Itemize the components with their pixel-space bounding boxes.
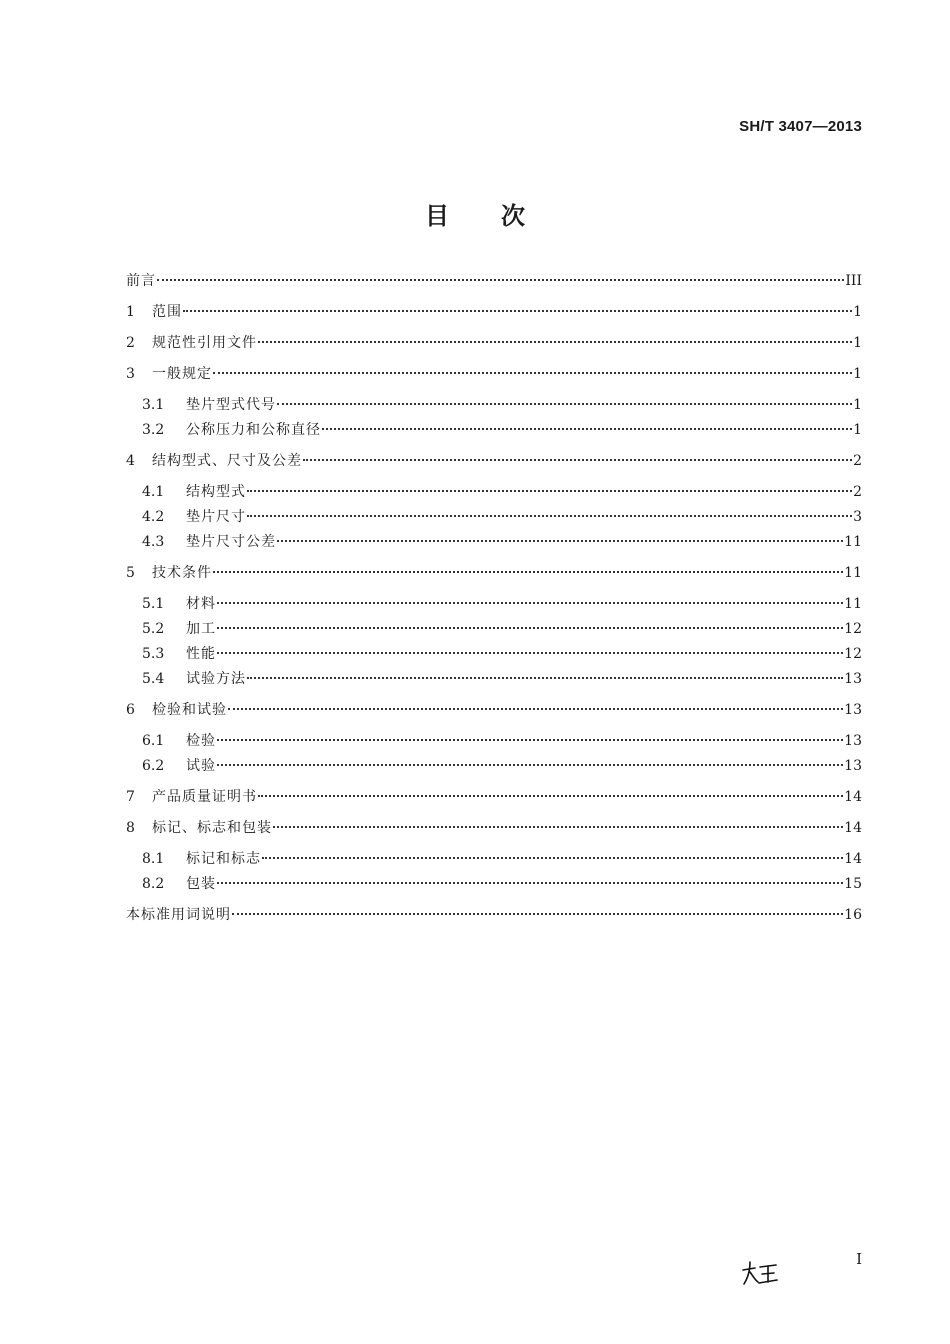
toc-entry-number: 5 xyxy=(126,565,135,581)
toc-entry-number: 5.2 xyxy=(142,621,165,637)
toc-entry xyxy=(142,394,862,416)
toc-entry-page: 16 xyxy=(844,907,862,923)
toc-entry-number: 2 xyxy=(126,335,135,351)
dot-leader xyxy=(183,310,852,312)
toc-entry-page: 14 xyxy=(844,851,862,867)
toc-entry-number: 3 xyxy=(126,366,135,382)
toc-title-char-1: 目 xyxy=(425,202,449,230)
toc-entry-number: 6.2 xyxy=(142,758,165,774)
toc-entry-number: 7 xyxy=(126,789,135,805)
toc-entry-number: 4.1 xyxy=(142,484,165,500)
dot-leader xyxy=(273,826,843,828)
toc-entry-label: 结构型式、尺寸及公差 xyxy=(152,453,302,469)
toc-entry xyxy=(126,786,862,808)
toc-entry xyxy=(142,730,862,752)
toc-entry-number: 4.2 xyxy=(142,509,165,525)
toc-entry xyxy=(126,699,862,721)
toc-entry xyxy=(142,506,862,528)
toc-entry-page: 14 xyxy=(844,789,862,805)
toc-entry-page: 1 xyxy=(853,335,862,351)
toc-entry-page: 14 xyxy=(844,820,862,836)
dot-leader xyxy=(277,403,852,405)
toc-entry-number: 8.1 xyxy=(142,851,165,867)
toc-entry-page: 12 xyxy=(844,646,862,662)
toc-entry-label: 垫片尺寸公差 xyxy=(186,534,276,550)
toc-entry xyxy=(126,363,862,385)
toc-entry-page: 11 xyxy=(844,534,862,550)
toc-entry-number: 8 xyxy=(126,820,135,836)
dot-leader xyxy=(217,627,843,629)
toc-entry-page: 1 xyxy=(853,397,862,413)
toc-entry-page: 11 xyxy=(844,565,862,581)
standard-code: SH/T 3407—2013 xyxy=(739,118,862,135)
toc-entry-number: 3.1 xyxy=(142,397,165,413)
dot-leader xyxy=(322,428,852,430)
toc-entry xyxy=(142,593,862,615)
toc-entry-label: 标记、标志和包装 xyxy=(152,820,272,836)
dot-leader xyxy=(217,764,843,766)
toc-entry xyxy=(142,419,862,441)
toc-entry-label: 一般规定 xyxy=(152,366,212,382)
dot-leader xyxy=(277,540,843,542)
toc-entry-label: 本标准用词说明 xyxy=(126,907,231,923)
toc-entry xyxy=(126,562,862,584)
toc-entry-label: 试验 xyxy=(186,758,216,774)
toc-entry-number: 6 xyxy=(126,702,135,718)
toc-entry-page: 12 xyxy=(844,621,862,637)
toc-entry-label: 垫片型式代号 xyxy=(186,397,276,413)
toc-title xyxy=(0,196,950,231)
toc-entry xyxy=(142,668,862,690)
toc-entry-page: III xyxy=(845,273,862,289)
toc-entry-label: 垫片尺寸 xyxy=(186,509,246,525)
toc-entry-label: 公称压力和公称直径 xyxy=(186,422,321,438)
toc-entry-number: 4 xyxy=(126,453,135,469)
dot-leader xyxy=(258,341,852,343)
handwritten-signature xyxy=(740,1258,780,1294)
dot-leader xyxy=(217,602,843,604)
toc-entry-label: 标记和标志 xyxy=(186,851,261,867)
toc-entry-page: 3 xyxy=(853,509,862,525)
toc-entry-number: 8.2 xyxy=(142,876,165,892)
dot-leader xyxy=(247,515,852,517)
toc-entry-label: 产品质量证明书 xyxy=(152,789,257,805)
toc-title-char-2: 次 xyxy=(501,202,525,230)
toc-entry-label: 规范性引用文件 xyxy=(152,335,257,351)
toc-entry-page: 13 xyxy=(844,671,862,687)
toc-entry-label: 检验和试验 xyxy=(152,702,227,718)
dot-leader xyxy=(247,677,843,679)
toc-entry-number: 1 xyxy=(126,304,135,320)
toc-entry-label: 加工 xyxy=(186,621,216,637)
toc-entry xyxy=(126,817,862,839)
toc-entry-label: 检验 xyxy=(186,733,216,749)
toc-entry-label: 前言 xyxy=(126,273,156,289)
dot-leader xyxy=(217,739,843,741)
toc-entry xyxy=(142,848,862,870)
toc-entry xyxy=(126,904,862,926)
toc-entry-label: 包装 xyxy=(186,876,216,892)
toc-entry xyxy=(126,270,862,292)
toc-entry xyxy=(126,301,862,323)
toc-entry-page: 13 xyxy=(844,733,862,749)
dot-leader xyxy=(258,795,843,797)
toc-entry-number: 3.2 xyxy=(142,422,165,438)
dot-leader xyxy=(303,459,852,461)
toc-entry-number: 5.1 xyxy=(142,596,165,612)
toc-entry-page: 1 xyxy=(853,304,862,320)
dot-leader xyxy=(213,571,843,573)
dot-leader xyxy=(228,708,843,710)
toc-entry-page: 11 xyxy=(844,596,862,612)
dot-leader xyxy=(213,372,852,374)
toc-entry xyxy=(126,332,862,354)
dot-leader xyxy=(232,913,843,915)
toc-entry xyxy=(142,755,862,777)
toc-entry xyxy=(142,873,862,895)
toc-entry xyxy=(126,450,862,472)
toc-entry-page: 15 xyxy=(844,876,862,892)
dot-leader xyxy=(157,279,844,281)
toc-entry-page: 13 xyxy=(844,758,862,774)
toc-entry-label: 技术条件 xyxy=(152,565,212,581)
dot-leader xyxy=(217,652,843,654)
toc-entry-label: 结构型式 xyxy=(186,484,246,500)
toc-entry-number: 4.3 xyxy=(142,534,165,550)
toc-entry-label: 试验方法 xyxy=(186,671,246,687)
toc-entry-label: 范围 xyxy=(152,304,182,320)
dot-leader xyxy=(217,882,843,884)
toc-entry-page: 1 xyxy=(853,422,862,438)
toc-entry-label: 性能 xyxy=(186,646,216,662)
toc-entry-number: 6.1 xyxy=(142,733,165,749)
toc-entry-page: 1 xyxy=(853,366,862,382)
toc-entry-page: 13 xyxy=(844,702,862,718)
page-number: I xyxy=(856,1250,862,1268)
toc-entry-number: 5.4 xyxy=(142,671,165,687)
dot-leader xyxy=(262,857,843,859)
toc-entry-page: 2 xyxy=(853,453,862,469)
toc-entry xyxy=(142,531,862,553)
toc-entry-number: 5.3 xyxy=(142,646,165,662)
toc-entry-page: 2 xyxy=(853,484,862,500)
dot-leader xyxy=(247,490,852,492)
toc-entry xyxy=(142,643,862,665)
toc-entry xyxy=(142,618,862,640)
toc-entry-label: 材料 xyxy=(186,596,216,612)
toc-entry xyxy=(142,481,862,503)
